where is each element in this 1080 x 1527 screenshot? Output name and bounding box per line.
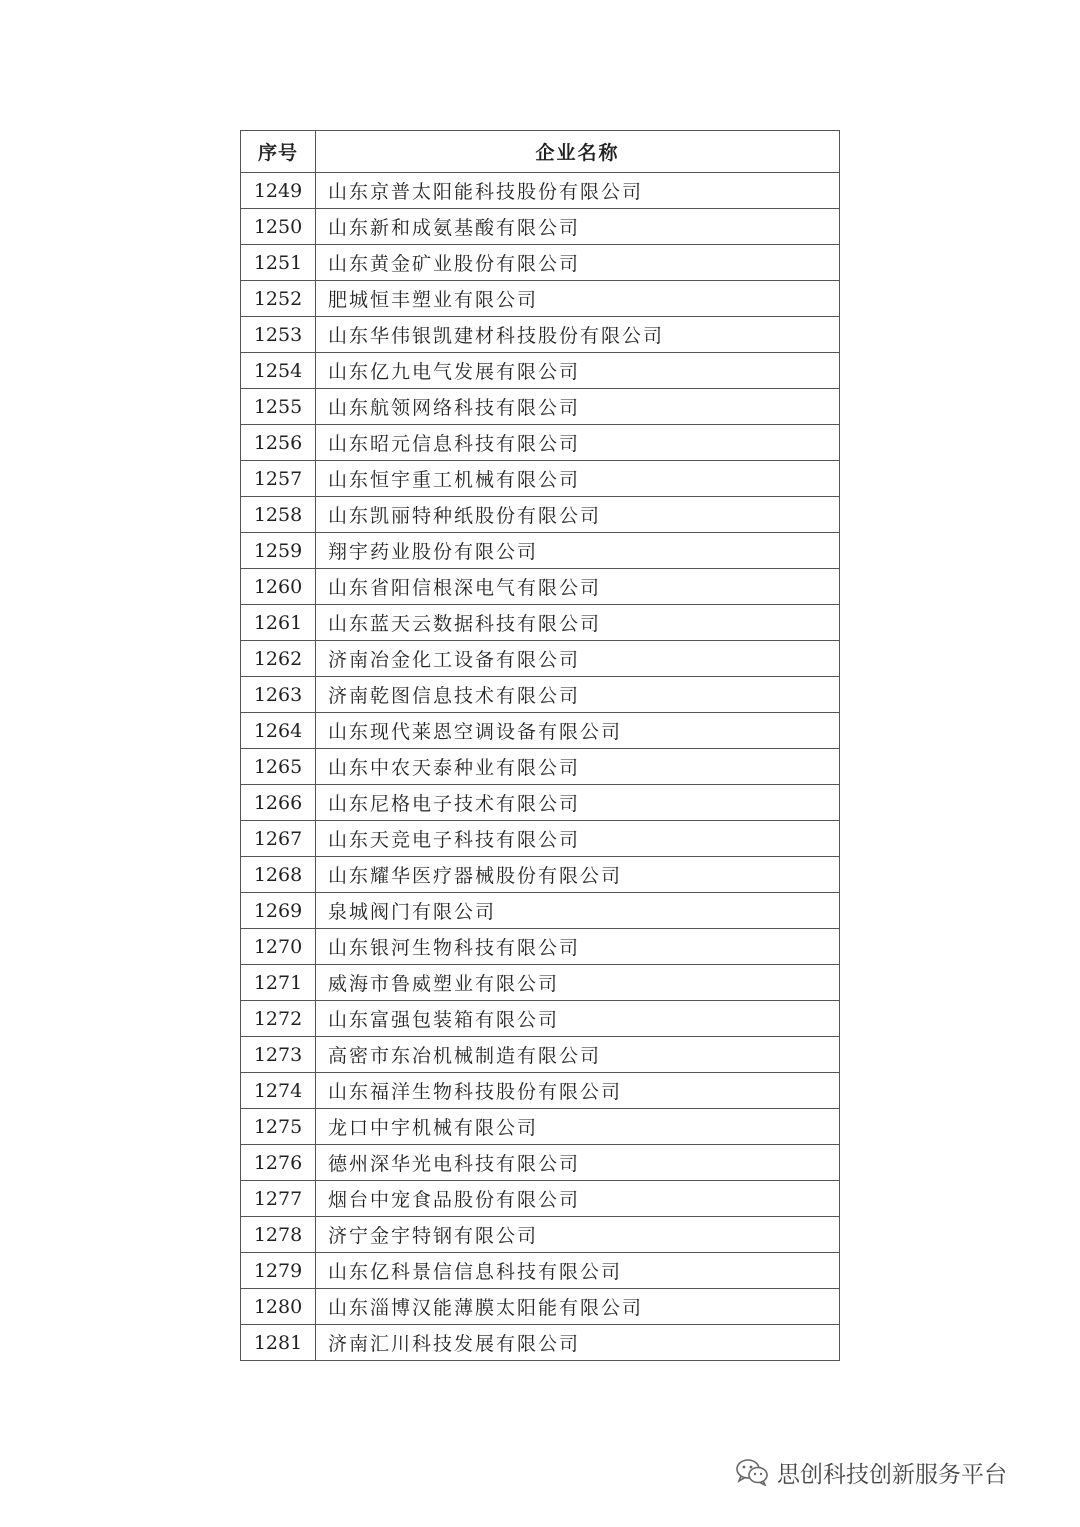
row-company-name: 翔宇药业股份有限公司 [316, 533, 840, 569]
row-number: 1264 [241, 713, 316, 749]
row-company-name: 肥城恒丰塑业有限公司 [316, 281, 840, 317]
row-company-name: 山东亿九电气发展有限公司 [316, 353, 840, 389]
row-number: 1252 [241, 281, 316, 317]
row-number: 1275 [241, 1109, 316, 1145]
row-number: 1254 [241, 353, 316, 389]
row-number: 1270 [241, 929, 316, 965]
header-number: 序号 [241, 131, 316, 173]
table-row [241, 425, 840, 461]
row-number: 1263 [241, 677, 316, 713]
row-company-name: 山东黄金矿业股份有限公司 [316, 245, 840, 281]
row-company-name: 山东昭元信息科技有限公司 [316, 425, 840, 461]
table-row [241, 857, 840, 893]
row-company-name: 高密市东冶机械制造有限公司 [316, 1037, 840, 1073]
table-row [241, 173, 840, 209]
row-number: 1261 [241, 605, 316, 641]
row-number: 1250 [241, 209, 316, 245]
row-number: 1253 [241, 317, 316, 353]
row-number: 1273 [241, 1037, 316, 1073]
table-header-row [241, 131, 840, 173]
table-row [241, 569, 840, 605]
row-number: 1267 [241, 821, 316, 857]
row-company-name: 山东凯丽特种纸股份有限公司 [316, 497, 840, 533]
row-number: 1274 [241, 1073, 316, 1109]
table-row [241, 209, 840, 245]
table-row [241, 1145, 840, 1181]
table-row [241, 317, 840, 353]
row-company-name: 山东银河生物科技有限公司 [316, 929, 840, 965]
row-company-name: 山东航领网络科技有限公司 [316, 389, 840, 425]
row-company-name: 山东天竞电子科技有限公司 [316, 821, 840, 857]
row-company-name: 德州深华光电科技有限公司 [316, 1145, 840, 1181]
header-name: 企业名称 [316, 131, 840, 173]
row-company-name: 山东恒宇重工机械有限公司 [316, 461, 840, 497]
row-company-name: 济南汇川科技发展有限公司 [316, 1325, 840, 1361]
table-row [241, 965, 840, 1001]
table-row [241, 245, 840, 281]
row-company-name: 泉城阀门有限公司 [316, 893, 840, 929]
row-number: 1259 [241, 533, 316, 569]
table-row [241, 641, 840, 677]
table-row [241, 281, 840, 317]
row-company-name: 山东福洋生物科技股份有限公司 [316, 1073, 840, 1109]
wechat-icon [735, 1458, 769, 1486]
table-row [241, 677, 840, 713]
row-company-name: 济宁金宇特钢有限公司 [316, 1217, 840, 1253]
table-row [241, 389, 840, 425]
row-number: 1265 [241, 749, 316, 785]
row-number: 1260 [241, 569, 316, 605]
table-row [241, 1037, 840, 1073]
table-row [241, 1109, 840, 1145]
row-company-name: 山东省阳信根深电气有限公司 [316, 569, 840, 605]
row-number: 1251 [241, 245, 316, 281]
row-number: 1257 [241, 461, 316, 497]
table-body [241, 173, 840, 1361]
row-number: 1276 [241, 1145, 316, 1181]
table-row [241, 821, 840, 857]
row-company-name: 龙口中宇机械有限公司 [316, 1109, 840, 1145]
table-row [241, 893, 840, 929]
table-row [241, 533, 840, 569]
row-company-name: 山东尼格电子技术有限公司 [316, 785, 840, 821]
row-company-name: 烟台中宠食品股份有限公司 [316, 1181, 840, 1217]
row-company-name: 山东京普太阳能科技股份有限公司 [316, 173, 840, 209]
row-company-name: 山东淄博汉能薄膜太阳能有限公司 [316, 1289, 840, 1325]
row-company-name: 山东新和成氨基酸有限公司 [316, 209, 840, 245]
row-company-name: 山东富强包装箱有限公司 [316, 1001, 840, 1037]
row-company-name: 济南冶金化工设备有限公司 [316, 641, 840, 677]
table-row [241, 785, 840, 821]
row-company-name: 山东亿科景信信息科技有限公司 [316, 1253, 840, 1289]
row-company-name: 山东现代莱恩空调设备有限公司 [316, 713, 840, 749]
row-number: 1271 [241, 965, 316, 1001]
table-row [241, 713, 840, 749]
row-company-name: 济南乾图信息技术有限公司 [316, 677, 840, 713]
table-row [241, 461, 840, 497]
table-row [241, 1073, 840, 1109]
table-row [241, 749, 840, 785]
row-company-name: 山东蓝天云数据科技有限公司 [316, 605, 840, 641]
table-row [241, 1001, 840, 1037]
row-number: 1272 [241, 1001, 316, 1037]
row-number: 1279 [241, 1253, 316, 1289]
row-number: 1249 [241, 173, 316, 209]
row-number: 1278 [241, 1217, 316, 1253]
row-number: 1266 [241, 785, 316, 821]
row-number: 1262 [241, 641, 316, 677]
row-company-name: 山东中农天泰种业有限公司 [316, 749, 840, 785]
watermark [735, 1457, 1007, 1487]
table-row [241, 605, 840, 641]
row-company-name: 山东华伟银凯建材科技股份有限公司 [316, 317, 840, 353]
row-number: 1269 [241, 893, 316, 929]
row-number: 1258 [241, 497, 316, 533]
row-number: 1281 [241, 1325, 316, 1361]
watermark-text: 思创科技创新服务平台 [777, 1461, 1007, 1488]
table-row [241, 497, 840, 533]
row-company-name: 山东耀华医疗器械股份有限公司 [316, 857, 840, 893]
table-row [241, 1253, 840, 1289]
row-number: 1268 [241, 857, 316, 893]
row-company-name: 威海市鲁威塑业有限公司 [316, 965, 840, 1001]
row-number: 1256 [241, 425, 316, 461]
table-row [241, 1217, 840, 1253]
enterprise-table [240, 130, 840, 1361]
table-row [241, 929, 840, 965]
table-row [241, 353, 840, 389]
table-row [241, 1325, 840, 1361]
row-number: 1255 [241, 389, 316, 425]
row-number: 1280 [241, 1289, 316, 1325]
row-number: 1277 [241, 1181, 316, 1217]
table-row [241, 1181, 840, 1217]
table-row [241, 1289, 840, 1325]
